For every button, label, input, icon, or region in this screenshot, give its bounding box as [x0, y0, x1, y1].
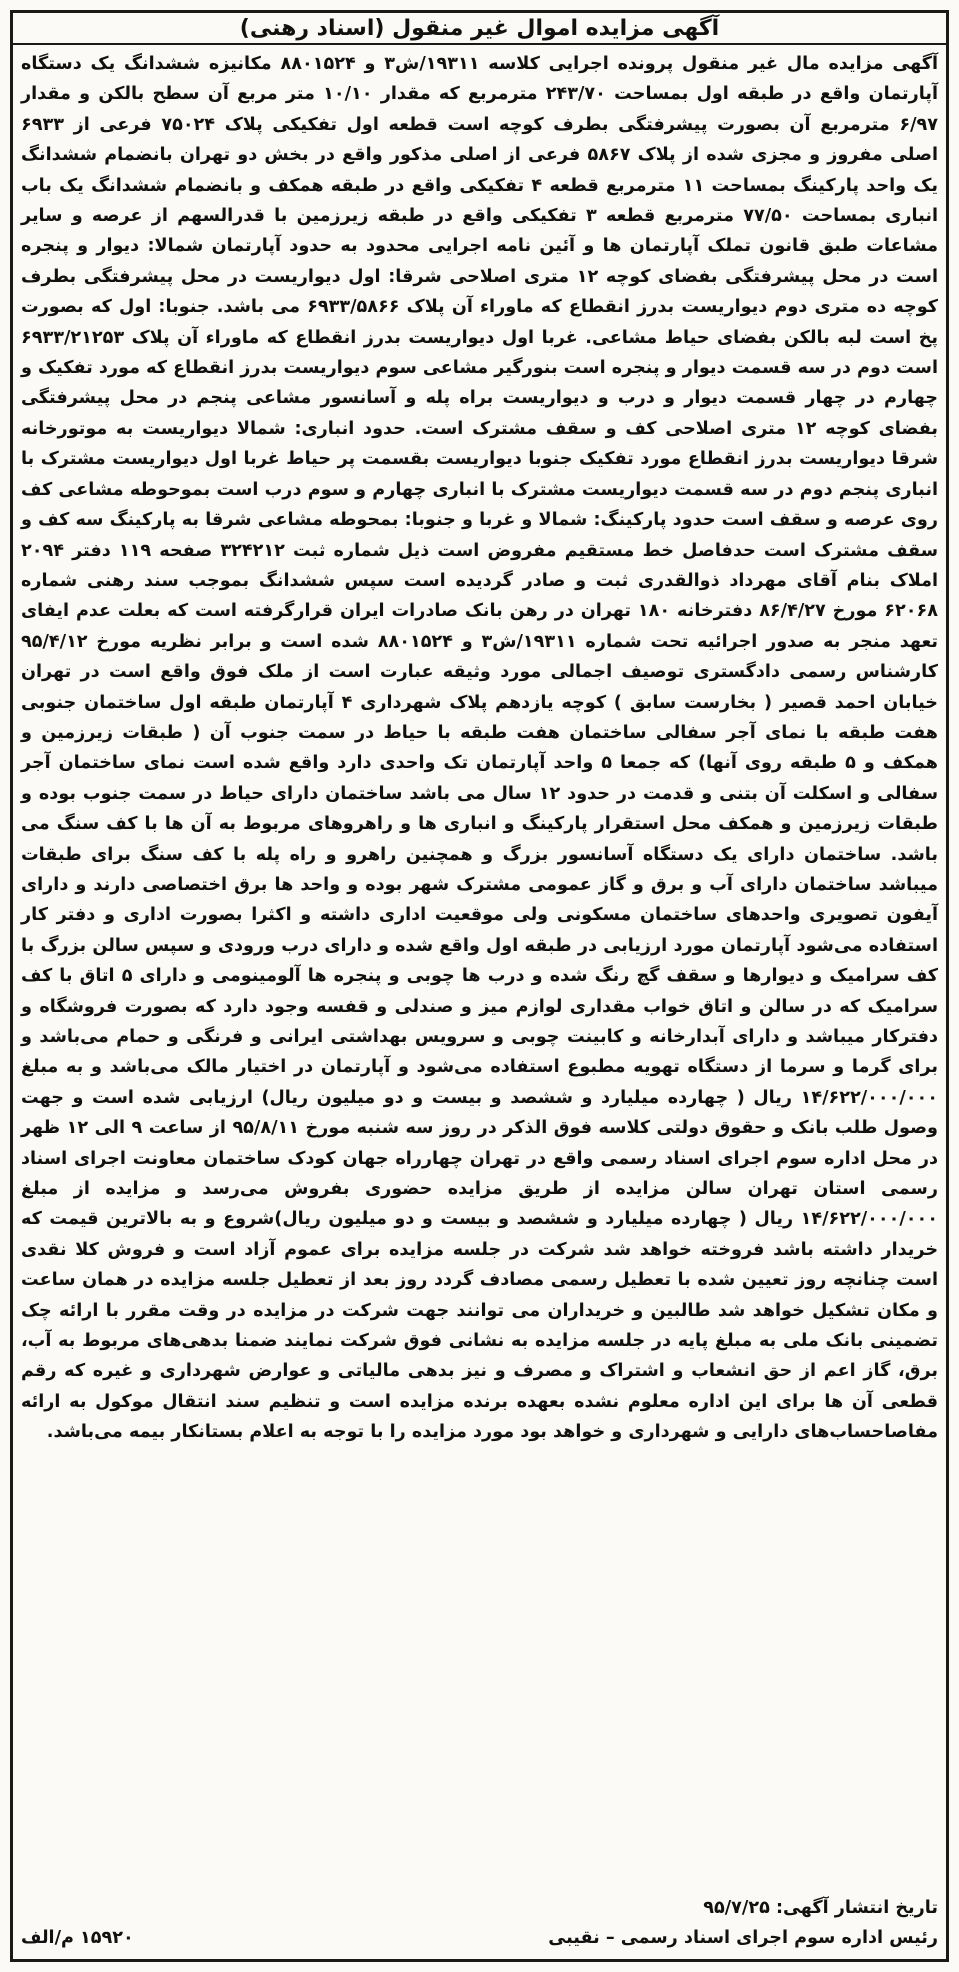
publish-date: تاریخ انتشار آگهی: ۹۵/۷/۲۵ — [703, 1898, 938, 1918]
title-bar — [13, 13, 946, 45]
reference-code: ۱۵۹۲۰ م/الف — [21, 1928, 134, 1948]
footer-row-date — [21, 1893, 938, 1923]
footer-row-signature — [21, 1923, 938, 1953]
notice-footer — [21, 1893, 938, 1953]
auction-notice — [10, 10, 949, 1962]
signature: رئیس اداره سوم اجرای اسناد رسمی – نقیبی — [548, 1928, 938, 1948]
notice-title: آگهی مزایده اموال غیر منقول (اسناد رهنی) — [239, 15, 720, 41]
notice-body: آگهی مزایده مال غیر منقول پرونده اجرایی کلاسه ۱۹۳۱۱/ش۳ و ۸۸۰۱۵۲۴ مکانیزه ششدانگ یک دستگاه آپارتمان واقع در طبقه اول بمساحت ۲۴۳/۷۰ مترمربع که مقدار ۱۰/۱۰ متر مربع آن سطح بالکن و مقدار ۶/۹۷ مترمربع آن بصورت پیشرفتگی بطرف کوچه است قطعه اول تفکیکی پلاک ۷۵۰۲۴ فرعی از ۶۹۳۳ اصلی مفروز و مجزی شده از پلاک ۵۸۶۷ فرعی از اصلی مذکور واقع در بخش دو تهران بانضمام ششدانگ یک واحد پارکینگ بمساحت ۱۱ مترمربع قطعه ۴ تفکیکی واقع در طبقه همکف و بانضمام ششدانگ یک باب انباری بمساحت ۷۷/۵۰ مترمربع قطعه ۳ تفکیکی واقع در طبقه زیرزمین با قدرالسهم از عرصه و سایر مشاعات طبق قانون تملک آپارتمان ها و آئین نامه اجرایی محدود به حدود آپارتمان شمالا: دیوار و پنجره است در محل پیشرفتگی بفضای کوچه ۱۲ متری اصلاحی شرقا: اول دیواریست در محل پیشرفتگی بطرف کوچه ده متری دوم دیواریست بدرز انقطاع که ماوراء آن پلاک ۶۹۳۳/۵۸۶۶ می باشد. جنوبا: اول که بصورت پخ است لبه بالکن بفضای حیاط مشاعی. غربا اول دیواریست بدرز انقطاع که ماوراء آن پلاک ۶۹۳۳/۲۱۲۵۳ است دوم در سه قسمت دیوار و پنجره است بنورگیر مشاعی سوم دیواریست بدرز انقطاع که مورد تفکیک و چهارم در چهار قسمت دیوار و درب و دیواریست براه پله و آسانسور مشاعی پنجم در محل پیشرفتگی بفضای کوچه ۱۲ متری اصلاحی کف و سقف مشترک است. حدود انباری: شمالا دیواریست به موتورخانه شرقا دیواریست بدرز انقطاع مورد تفکیک جنوبا دیواریست بقسمت پر حیاط غربا اول دیواریست مشترک با انباری پنجم دوم در سه قسمت دیواریست مشترک با انباری چهارم و سوم درب است بموحوطه مشاعی کف روی عرصه و سقف است حدود پارکینگ: شمالا و غربا و جنوبا: بمحوطه مشاعی شرقا به پارکینگ سه کف و سقف مشترک است حدفاصل خط مستقیم مفروض است ذیل شماره ثبت ۳۲۴۲۱۲ صفحه ۱۱۹ دفتر ۲۰۹۴ املاک بنام آقای مهرداد ذوالقدری ثبت و صادر گردیده است سپس ششدانگ بموجب سند رهنی شماره ۶۲۰۶۸ مورخ ۸۶/۴/۲۷ دفترخانه ۱۸۰ تهران در رهن بانک صادرات ایران قرارگرفته است که بعلت عدم ایفای تعهد منجر به صدور اجرائیه تحت شماره ۱۹۳۱۱/ش۳ و ۸۸۰۱۵۲۴ شده است و برابر نظریه مورخ ۹۵/۴/۱۲ کارشناس رسمی دادگستری توصیف اجمالی مورد وثیقه عبارت است از ملک فوق واقع است در تهران خیابان احمد قصیر ( بخارست سابق ) کوچه یازدهم پلاک شهرداری ۴ آپارتمان طبقه اول ساختمان جنوبی هفت طبقه با نمای آجر سفالی ساختمان هفت طبقه با حیاط در سمت جنوب آن ( طبقات زیرزمین و همکف و ۵ طبقه روی آنها) که جمعا ۵ واحد آپارتمان تک واحدی دارد واقع شده است نمای ساختمان آجر سفالی و اسکلت آن بتنی و قدمت در حدود ۱۲ سال می باشد ساختمان دارای حیاط در سمت جنوب بوده و طبقات زیرزمین و همکف محل استقرار پارکینگ و انباری ها و راهروهای مربوط به آن ها با کف سنگ می باشد. ساختمان دارای یک دستگاه آسانسور بزرگ و همچنین راهرو و راه پله با کف سنگ برای طبقات میباشد ساختمان دارای آب و برق و گاز عمومی مشترک شهر بوده و واحد ها برق اختصاصی دارند و دارای آیفون تصویری واحدهای ساختمان مسکونی ولی موقعیت اداری داشته و اکثرا بصورت اداری و دفتر کار استفاده می‌شود آپارتمان مورد ارزیابی در طبقه اول واقع شده و دارای درب ورودی و سپس سالن بزرگ با کف سرامیک و دیوارها و سقف گچ رنگ شده و درب ها چوبی و پنجره ها آلومینومی و دارای ۵ اتاق با کف سرامیک که در سالن و اتاق خواب مقداری لوازم میز و صندلی و قفسه وجود دارد که بصورت فروشگاه و دفترکار میباشد و دارای آبدارخانه و کابینت چوبی و سرویس بهداشتی ایرانی و فرنگی و حمام می‌باشد و برای گرما و سرما از دستگاه تهویه مطبوع استفاده می‌شود و آپارتمان در اختیار مالک می‌باشد و به مبلغ ۱۴/۶۲۲/۰۰۰/۰۰۰ ریال ( چهارده میلیارد و ششصد و بیست و دو میلیون ریال) ارزیابی شده است و جهت وصول طلب بانک و حقوق دولتی کلاسه فوق الذکر در روز سه شنبه مورخ ۹۵/۸/۱۱ از ساعت ۹ الی ۱۲ ظهر در محل اداره سوم اجرای اسناد رسمی واقع در تهران چهارراه جهان کودک ساختمان معاونت اجرای اسناد رسمی استان تهران سالن مزایده از طریق مزایده حضوری بفروش می‌رسد و مزایده از مبلغ ۱۴/۶۲۲/۰۰۰/۰۰۰ ریال ( چهارده میلیارد و ششصد و بیست و دو میلیون ریال)شروع و به بالاترین قیمت که خریدار داشته باشد فروخته خواهد شد شرکت در جلسه مزایده برای عموم آزاد است و فروش کلا نقدی است چنانچه روز تعیین شده با تعطیل رسمی مصادف گردد روز بعد از تعطیل جلسه مزایده در همان ساعت و مکان تشکیل خواهد شد طالبین و خریداران می توانند جهت شرکت در مزایده در وقت مقرر با ارائه چک تضمینی بانک ملی به مبلغ پایه در جلسه مزایده به نشانی فوق شرکت نمایند ضمنا بدهی‌های مربوط به آب، برق، گاز اعم از حق انشعاب و اشتراک و مصرف و نیز بدهی مالیاتی و عوارض شهرداری و غیره که رقم قطعی آن ها برای این اداره معلوم نشده بعهده برنده مزایده است و تنظیم سند انتقال موکول به ارائه مفاصاحساب‌های دارایی و شهرداری و خواهد بود مورد مزایده را با توجه به اعلام بستانکار بیمه می‌باشد. — [21, 54, 939, 1443]
